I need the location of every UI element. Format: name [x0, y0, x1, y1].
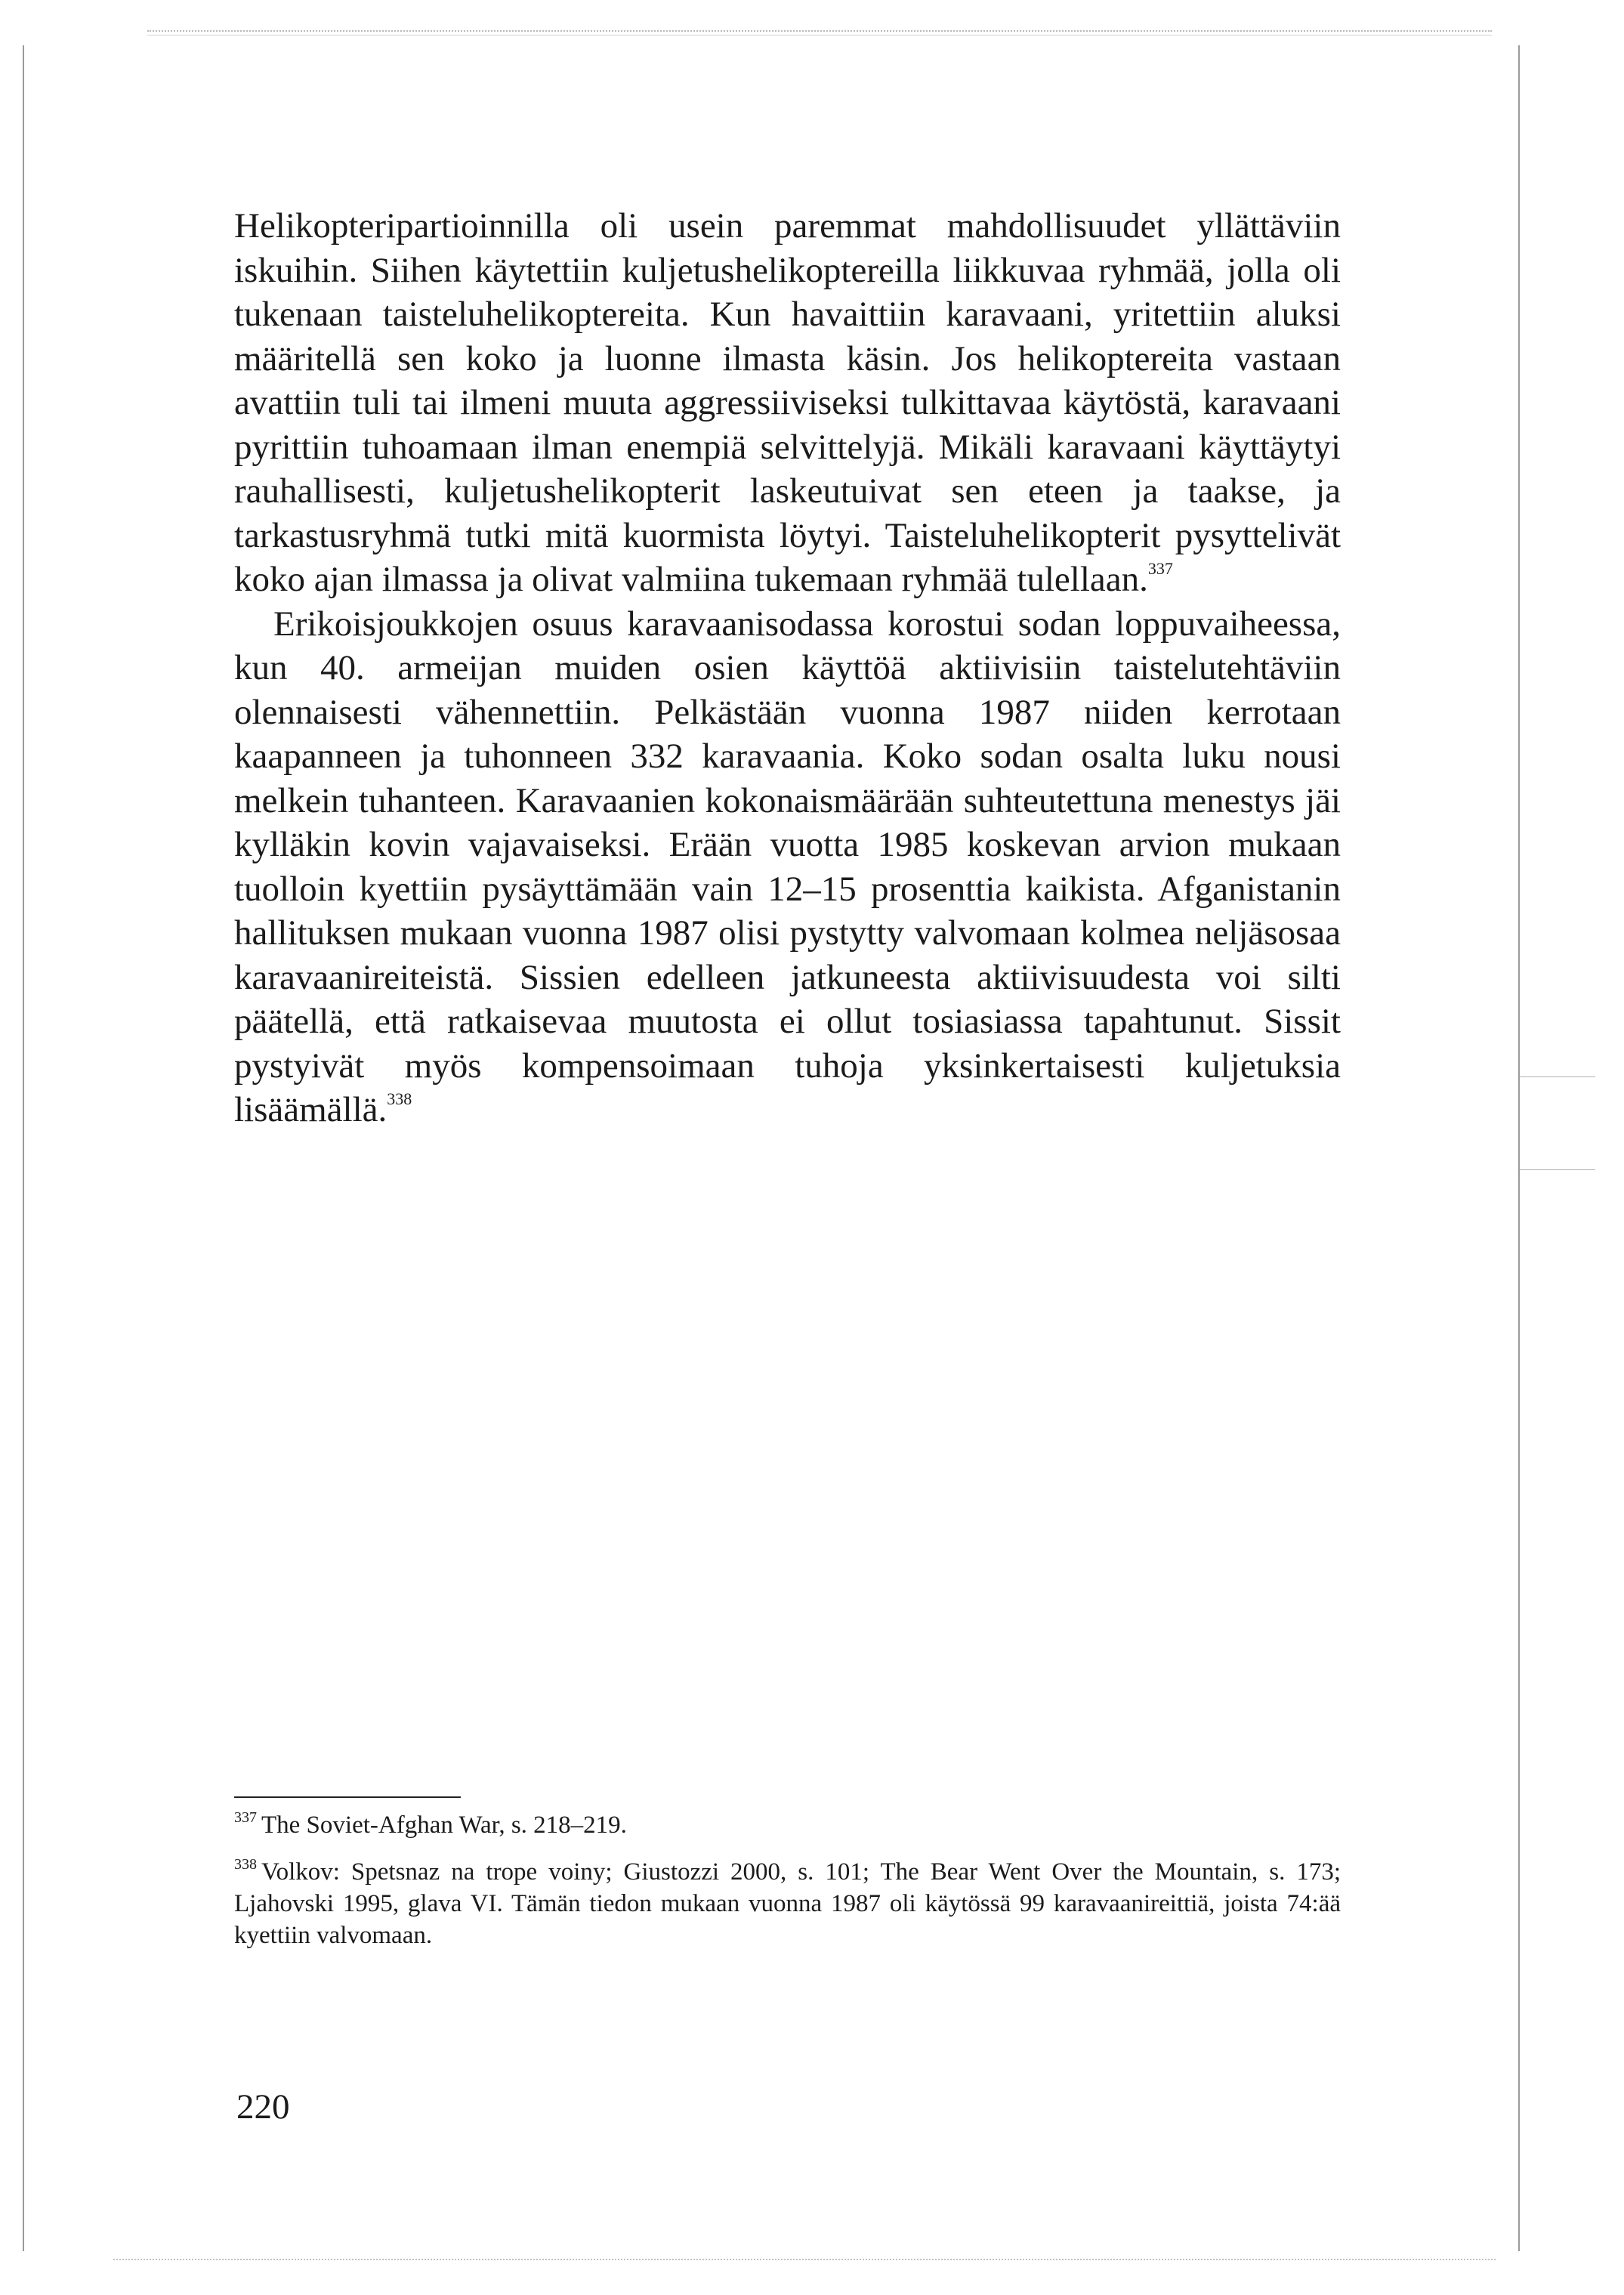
scan-edge-bottom: [113, 2259, 1496, 2260]
scan-edge-top-line: [147, 35, 1492, 36]
scan-edge-left: [23, 45, 24, 2251]
paragraph-text: Helikopteripartioinnilla oli usein paremmat mahdollisuudet yllättäviin iskuihin. Siihen käytettiin kuljetushelikoptereilla liikkuvaa ryhmää, jolla oli tukenaan taisteluhelikoptereita. Kun havaittiin karavaani, yritettiin aluksi määritellä sen koko ja luonne ilmasta käsin. Jos helikoptereita vastaan avattiin tuli tai ilmeni muuta aggressiiviseksi tulkittavaa käytöstä, karavaani pyrittiin tuhoamaan ilman enempiä selvittelyjä. Mikäli karavaani käyttäytyi rauhallisesti, kuljetushelikopterit laskeutuivat sen eteen ja taakse, ja tarkastusryhmä tutki mitä kuormista löytyi. Taisteluhelikopterit pysyttelivät koko ajan ilmassa ja olivat valmiina tukemaan ryhmää tulellaan.: [234, 206, 1341, 599]
footnote-ref[interactable]: 338: [387, 1089, 412, 1108]
paragraph: [234, 204, 1341, 602]
footnote: [234, 1809, 1341, 1841]
body-text: [234, 204, 1341, 1132]
footnote-divider: [234, 1796, 461, 1798]
footnote-ref[interactable]: 337: [1147, 559, 1173, 578]
paragraph-text: Erikoisjoukkojen osuus karavaanisodassa korostui sodan loppuvaiheessa, kun 40. armeijan muiden osien käyttöä aktiivisiin taistelutehtäviin olennaisesti vähennettiin. Pelkästään vuonna 1987 niiden kerrotaan kaapanneen ja tuhonneen 332 karavaania. Koko sodan osalta luku nousi melkein tuhanteen. Karavaanien kokonaismäärään suhteutettuna menestys jäi kylläkin kovin vajavaiseksi. Erään vuotta 1985 koskevan arvion mukaan tuolloin kyettiin pysäyttämään vain 12–15 prosenttia kaikista. Afganistanin hallituksen mukaan vuonna 1987 olisi pystytty valvomaan kolmea neljäsosaa karavaanireiteistä. Sissien edelleen jatkuneesta aktiivisuudesta voi silti päätellä, että ratkaisevaa muutosta ei ollut tosiasiassa tapahtunut. Sissit pystyivät myös kompensoimaan tuhoja yksinkertaisesti kuljetuksia lisäämällä.: [234, 604, 1341, 1129]
footnote: [234, 1856, 1341, 1951]
scan-mark: [1520, 1169, 1595, 1170]
scan-edge-top: [147, 30, 1492, 32]
scan-edge-right: [1518, 45, 1520, 2251]
footnote-number: 338: [234, 1856, 257, 1873]
page-number: 220: [236, 2087, 290, 2127]
scan-mark: [1520, 1076, 1595, 1077]
footnote-number: 337: [234, 1809, 257, 1826]
footnote-text: The Soviet-Afghan War, s. 218–219.: [261, 1812, 627, 1839]
paragraph: [234, 602, 1341, 1132]
footnotes: [234, 1809, 1341, 1966]
footnote-text: Volkov: Spetsnaz na trope voiny; Giustozzi 2000, s. 101; The Bear Went Over the Mountain, s. 173; Ljahovski 1995, glava VI. Tämän tiedon mukaan vuonna 1987 oli käytössä 99 karavaanireittiä, joista 74:ää kyettiin valvomaan.: [234, 1858, 1341, 1949]
